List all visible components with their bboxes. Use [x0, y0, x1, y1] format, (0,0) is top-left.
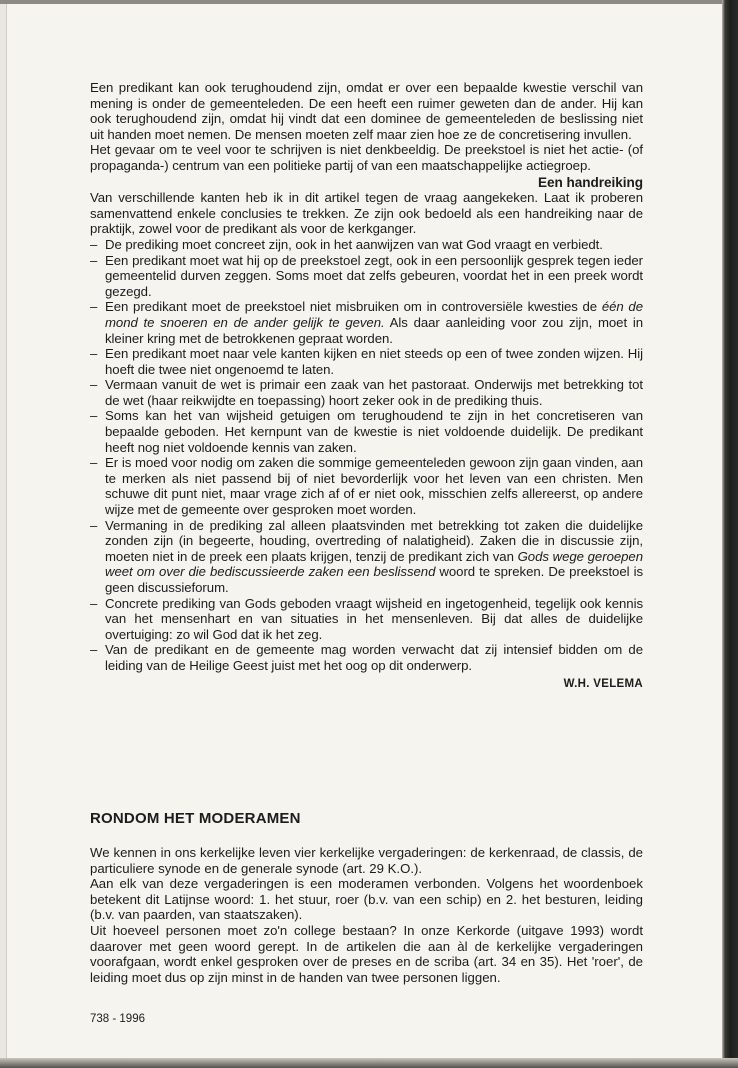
list-item: – Soms kan het van wijsheid getuigen om terughoudend te zijn in het concretiseren van bepaalde geboden. Het kernpunt van de kwestie is niet voldoende duidelijk. De predikant heeft nog niet voldoende kennis van zaken.	[90, 408, 643, 455]
section-subheading: Een handreiking	[538, 174, 643, 190]
scan-bottom-edge	[0, 1058, 738, 1068]
article-body-2	[90, 845, 643, 985]
list-item: – Concrete prediking van Gods geboden vraagt wijsheid en ingetogenheid, tegelijk ook kennis van het mensenhart en van situaties in het mensenleven. Bij dat alles de duidelijke overtuiging: zo wil God dat ik het zeg.	[90, 596, 643, 643]
paragraph: Het gevaar om te veel voor te schrijven is niet denkbeeldig. De preekstoel is niet het actie- (of propaganda-) centrum van een politieke partij of van een maatschappelijke actiegroep.	[90, 142, 643, 173]
list-item: – De prediking moet concreet zijn, ook in het aanwijzen van wat God vraagt en verbiedt.	[90, 237, 643, 253]
page-number: 738 - 1996	[90, 1013, 145, 1025]
conclusions-list	[90, 237, 643, 674]
emphasis-text: één de mond te snoeren en de ander gelijk te geven.	[105, 299, 643, 330]
article-body	[90, 80, 643, 692]
author-signature: W.H. VELEMA	[563, 677, 643, 690]
emphasis-text: Gods wege geroepen weet om over die bediscussieerde zaken een beslissend	[105, 548, 643, 580]
list-item: – Een predikant moet de preekstoel niet misbruiken om in controversiële kwesties de één de mond te snoeren en de ander gelijk te geven. Als daar aanleiding voor zou zijn, moet in kleiner kring met de betrokkenen gepraat worden.	[90, 299, 643, 346]
paragraph: We kennen in ons kerkelijke leven vier kerkelijke vergaderingen: de kerkenraad, de classis, de particuliere synode en de generale synode (art. 29 K.O.).	[90, 845, 643, 876]
list-item: – Vermaan vanuit de wet is primair een zaak van het pastoraat. Onderwijs met betrekking tot de wet (haar reikwijdte en toepassing) hoort zeker ook in de prediking thuis.	[90, 377, 643, 408]
list-item: – Er is moed voor nodig om zaken die sommige gemeenteleden gewoon zijn gaan vinden, aan te merken als niet passend bij of niet bevorderlijk voor het leven van een christen. Men schuwe dit punt niet, maar vrage zich af of er niet ook, misschien zelfs allereerst, op andere wijze met de gemeente over gesproken moet worden.	[90, 455, 643, 517]
scan-binding-shadow	[722, 0, 738, 1068]
list-item: – Een predikant moet naar vele kanten kijken en niet steeds op een of twee zonden wijzen. Hij hoeft die twee niet ongenoemd te laten.	[90, 346, 643, 377]
article-title: RONDOM HET MODERAMEN	[90, 810, 301, 827]
paragraph: Uit hoeveel personen moet zo'n college bestaan? In onze Kerkorde (uitgave 1993) wordt daarover met geen woord gerept. In de artikelen die aan àl de kerkelijke vergaderingen voorafgaan, wordt enkel gesproken over de preses en de scriba (art. 34 en 35). Het 'roer', de leiding moet dus op zijn minst in de handen van twee personen liggen.	[90, 922, 643, 985]
list-item: – Een predikant moet wat hij op de preekstoel zegt, ook in een persoonlijk gesprek tegen ieder gemeentelid durven zeggen. Soms moet dat zelfs gebeuren, voordat het in een preek wordt gezegd.	[90, 253, 643, 300]
list-item: – Van de predikant en de gemeente mag worden verwacht dat zij intensief bidden om de leiding van de Heilige Geest juist met het oog op dit onderwerp.	[90, 642, 643, 673]
paragraph: Van verschillende kanten heb ik in dit artikel tegen de vraag aangekeken. Laat ik proberen samenvattend enkele conclusies te trekken. Ze zijn ook bedoeld als een handreiking naar de praktijk, zowel voor de predikant als voor de kerkganger.	[90, 190, 643, 237]
paragraph: Een predikant kan ook terughoudend zijn, omdat er over een bepaalde kwestie verschil van mening is onder de gemeenteleden. De een heeft een ruimer geweten dan de ander. Hij kan ook terughoudend zijn, omdat hij vindt dat een dominee de gemeenteleden de beslissing niet uit handen moet nemen. De mensen moeten zelf maar zien hoe ze de concretisering invullen.	[90, 80, 643, 142]
list-item: – Vermaning in de prediking zal alleen plaatsvinden met betrekking tot zaken die duidelijke zonden zijn (in begeerte, houding, overtreding of nalatigheid). Zaken die in discussie zijn, moeten niet in de preek een plaats krijgen, tenzij de predikant zich van Gods wege geroepen weet om over die bediscussieerde zaken een beslissend woord te spreken. De preekstoel is geen discussieforum.	[90, 518, 643, 596]
paragraph: Aan elk van deze vergaderingen is een moderamen verbonden. Volgens het woordenboek betekent dit Latijnse woord: 1. het stuur, roer (b.v. van een schip) en 2. het besturen, leiding (b.v. van paarden, van staatszaken).	[90, 876, 643, 923]
